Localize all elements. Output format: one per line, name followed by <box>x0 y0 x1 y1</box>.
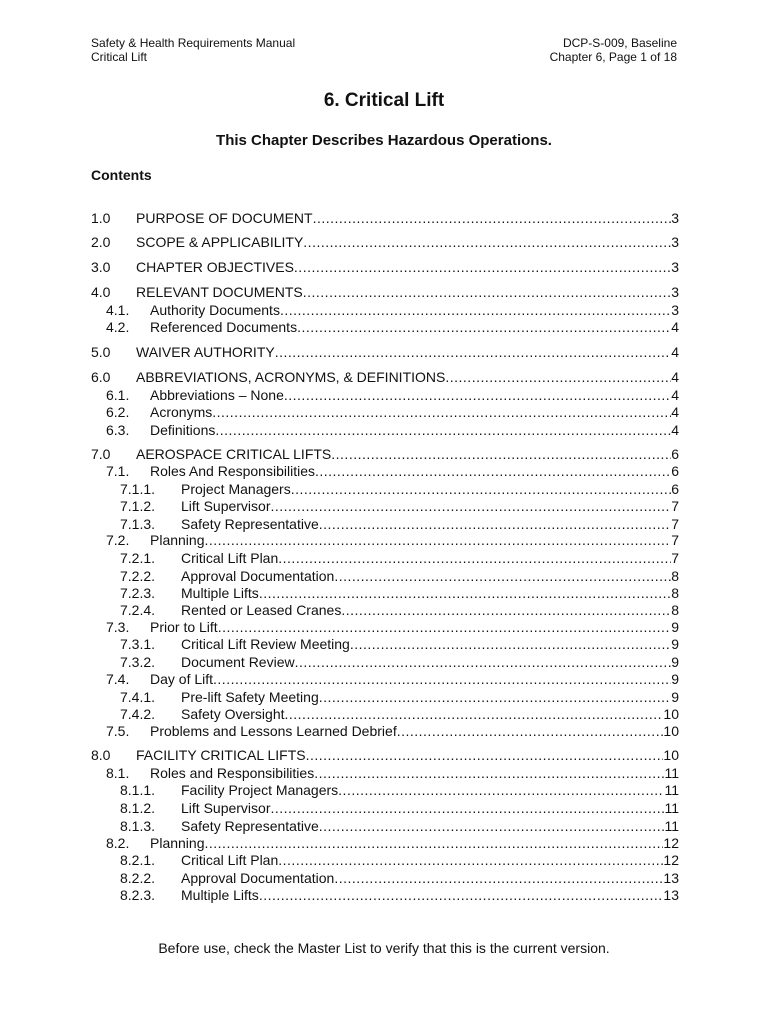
toc-entry[interactable] <box>91 764 679 782</box>
toc-leader-dots <box>285 705 664 723</box>
toc-entry[interactable] <box>91 799 679 817</box>
toc-entry-label: Multiple Lifts <box>181 585 259 601</box>
toc-entry-line <box>181 480 679 498</box>
toc-entry-line <box>181 497 679 515</box>
toc-entry-number: 2.0 <box>91 234 111 250</box>
toc-entry-number: 7.4. <box>106 671 130 687</box>
toc-entry[interactable] <box>91 301 679 319</box>
toc-entry-line <box>136 746 679 764</box>
footer-note: Before use, check the Master List to verify that this is the current version. <box>158 940 610 956</box>
toc-entry-page: 11 <box>664 765 679 781</box>
toc-leader-dots <box>334 567 671 585</box>
toc-leader-dots <box>259 886 664 904</box>
toc-entry-label: Roles and Responsibilities <box>150 765 315 781</box>
toc-entry[interactable] <box>91 705 679 723</box>
toc-entry[interactable] <box>91 386 679 404</box>
toc-entry[interactable] <box>91 283 679 301</box>
toc-entry-line <box>136 209 679 227</box>
toc-leader-dots <box>294 258 671 276</box>
toc-entry-line <box>150 462 679 480</box>
toc-entry-page: 7 <box>671 498 679 514</box>
toc-entry[interactable] <box>91 497 679 515</box>
toc-entry-line <box>150 403 679 421</box>
toc-entry[interactable] <box>91 635 679 653</box>
toc-entry-label: Acronyms <box>150 404 213 420</box>
toc-leader-dots <box>297 318 671 336</box>
toc-entry-number: 8.2. <box>106 835 130 851</box>
toc-entry-number: 8.2.1. <box>120 852 156 868</box>
toc-entry-line <box>150 834 679 852</box>
toc-entry-label: Authority Documents <box>150 302 280 318</box>
manual-title: Safety & Health Requirements Manual <box>91 36 296 50</box>
toc-entry-page: 4 <box>671 387 679 403</box>
toc-leader-dots <box>350 635 671 653</box>
toc-entry-line <box>181 549 679 567</box>
toc-entry[interactable] <box>91 886 679 904</box>
toc-entry-label: Lift Supervisor <box>181 800 271 816</box>
toc-entry[interactable] <box>91 445 679 463</box>
toc-entry-page: 3 <box>671 284 679 300</box>
toc-entry-line <box>181 635 679 653</box>
toc-entry[interactable] <box>91 601 679 619</box>
toc-leader-dots <box>295 653 672 671</box>
toc-entry-number: 8.1.2. <box>120 800 156 816</box>
toc-entry-line <box>150 386 679 404</box>
toc-entry-page: 9 <box>671 619 679 635</box>
toc-entry-line <box>150 531 679 549</box>
toc-entry-page: 11 <box>664 800 679 816</box>
toc-entry-page: 7 <box>671 532 679 548</box>
toc-entry-page: 8 <box>671 602 679 618</box>
toc-entry[interactable] <box>91 480 679 498</box>
toc-entry-label: Safety Oversight <box>181 706 285 722</box>
toc-entry-number: 6.3. <box>106 422 130 438</box>
toc-entry-page: 12 <box>663 852 679 868</box>
toc-entry-page: 4 <box>671 369 679 385</box>
toc-entry-number: 8.1.3. <box>120 818 156 834</box>
toc-entry-label: Critical Lift Plan <box>181 550 279 566</box>
toc-entry-line <box>181 601 679 619</box>
toc-entry-label: Approval Documentation <box>181 568 335 584</box>
toc-entry-label: WAIVER AUTHORITY <box>136 344 275 360</box>
page-indicator: Chapter 6, Page 1 of 18 <box>549 50 677 64</box>
toc-entry-number: 6.0 <box>91 369 111 385</box>
toc-entry-label: FACILITY CRITICAL LIFTS <box>136 747 306 763</box>
toc-leader-dots <box>338 781 664 799</box>
toc-entry-page: 3 <box>671 234 679 250</box>
toc-entry-label: Lift Supervisor <box>181 498 271 514</box>
toc-entry-line <box>136 258 679 276</box>
toc-leader-dots <box>334 869 663 887</box>
toc-entry-label: Critical Lift Review Meeting <box>181 636 350 652</box>
toc-entry-number: 4.1. <box>106 302 130 318</box>
toc-entry-line <box>136 343 679 361</box>
toc-entry-line <box>150 722 679 740</box>
toc-entry[interactable] <box>91 869 679 887</box>
toc-entry-number: 7.2.1. <box>120 550 156 566</box>
toc-entry-label: Facility Project Managers <box>181 782 339 798</box>
toc-leader-dots <box>215 421 671 439</box>
toc-entry-page: 8 <box>671 585 679 601</box>
toc-entry-line <box>181 781 679 799</box>
toc-entry-number: 7.1. <box>106 463 130 479</box>
toc-entry-label: Safety Representative <box>181 516 319 532</box>
toc-entry-line <box>181 688 679 706</box>
toc-entry-label: Rented or Leased Cranes <box>181 602 342 618</box>
toc-entry-label: Abbreviations – None <box>150 387 284 403</box>
toc-leader-dots <box>213 670 671 688</box>
toc-entry-page: 6 <box>671 481 679 497</box>
toc-entry-line <box>150 318 679 336</box>
toc-leader-dots <box>278 851 663 869</box>
toc-entry-label: Safety Representative <box>181 818 319 834</box>
toc-entry-page: 8 <box>671 568 679 584</box>
toc-entry-page: 3 <box>671 259 679 275</box>
toc-entry-number: 7.1.2. <box>120 498 156 514</box>
toc-entry-page: 9 <box>671 654 679 670</box>
header-row-1 <box>91 36 677 50</box>
toc-entry-page: 9 <box>671 671 679 687</box>
toc-entry-number: 8.2.3. <box>120 887 156 903</box>
toc-leader-dots <box>445 368 671 386</box>
toc-entry[interactable] <box>91 781 679 799</box>
toc-entry-label: AEROSPACE CRITICAL LIFTS <box>136 446 332 462</box>
toc-entry-number: 7.3.1. <box>120 636 156 652</box>
toc-entry-label: Pre-lift Safety Meeting <box>181 689 319 705</box>
toc-entry-line <box>136 233 679 251</box>
toc-entry-page: 3 <box>671 210 679 226</box>
toc-entry[interactable] <box>91 403 679 421</box>
toc-entry-number: 8.1. <box>106 765 130 781</box>
toc-entry-label: Roles And Responsibilities <box>150 463 315 479</box>
toc-entry-line <box>181 567 679 585</box>
toc-leader-dots <box>284 386 671 404</box>
toc-entry-page: 7 <box>671 550 679 566</box>
toc-entry-page: 3 <box>671 302 679 318</box>
toc-entry-number: 6.1. <box>106 387 130 403</box>
toc-leader-dots <box>205 531 672 549</box>
header-row-2 <box>91 50 677 64</box>
toc-entry[interactable] <box>91 343 679 361</box>
toc-entry-number: 7.0 <box>91 446 111 462</box>
toc-entry[interactable] <box>91 549 679 567</box>
toc-entry-number: 8.0 <box>91 747 111 763</box>
toc-entry-label: Planning <box>150 532 205 548</box>
toc-entry-label: Critical Lift Plan <box>181 852 279 868</box>
toc-entry-number: 4.2. <box>106 319 130 335</box>
toc-entry-line <box>150 670 679 688</box>
toc-leader-dots <box>341 601 671 619</box>
toc-leader-dots <box>275 343 671 361</box>
toc-entry[interactable] <box>91 851 679 869</box>
toc-entry[interactable] <box>91 817 679 835</box>
toc-entry-label: Approval Documentation <box>181 870 335 886</box>
toc-leader-dots <box>306 746 664 764</box>
toc-entry-number: 7.3. <box>106 619 130 635</box>
toc-entry-label: Prior to Lift <box>150 619 218 635</box>
toc-leader-dots <box>259 584 671 602</box>
toc-entry[interactable] <box>91 584 679 602</box>
toc-entry-line <box>150 618 679 636</box>
toc-entry-label: Multiple Lifts <box>181 887 259 903</box>
toc-leader-dots <box>270 497 671 515</box>
toc-entry-line <box>181 851 679 869</box>
toc-entry-line <box>181 869 679 887</box>
toc-entry-line <box>150 764 679 782</box>
toc-entry-number: 7.2.2. <box>120 568 156 584</box>
toc-entry-number: 8.2.2. <box>120 870 156 886</box>
toc-entry-number: 7.4.1. <box>120 689 156 705</box>
toc-leader-dots <box>331 445 671 463</box>
toc-entry[interactable] <box>91 567 679 585</box>
toc-leader-dots <box>270 799 664 817</box>
toc-entry[interactable] <box>91 462 679 480</box>
toc-leader-dots <box>313 209 672 227</box>
toc-entry-label: PURPOSE OF DOCUMENT <box>136 210 313 226</box>
toc-leader-dots <box>319 688 671 706</box>
toc-leader-dots <box>397 722 664 740</box>
toc-leader-dots <box>303 233 671 251</box>
toc-entry[interactable] <box>91 618 679 636</box>
toc-entry-page: 10 <box>663 747 679 763</box>
page-header <box>91 36 677 64</box>
toc-leader-dots <box>319 817 665 835</box>
toc-entry-line <box>181 799 679 817</box>
toc-entry-page: 9 <box>671 689 679 705</box>
toc-entry-page: 10 <box>663 706 679 722</box>
toc-entry-page: 6 <box>671 446 679 462</box>
chapter-name: Critical Lift <box>91 50 148 64</box>
toc-entry-number: 7.2. <box>106 532 130 548</box>
chapter-subtitle: This Chapter Describes Hazardous Operations. <box>216 132 552 149</box>
document-id: DCP-S-009, Baseline <box>562 36 677 50</box>
toc-entry-page: 11 <box>664 782 679 798</box>
toc-leader-dots <box>315 462 671 480</box>
toc-entry[interactable] <box>91 531 679 549</box>
toc-entry-number: 5.0 <box>91 344 111 360</box>
toc-entry[interactable] <box>91 421 679 439</box>
toc-entry-line <box>136 368 679 386</box>
toc-entry-label: Planning <box>150 835 205 851</box>
toc-entry[interactable] <box>91 722 679 740</box>
toc-entry-label: Document Review <box>181 654 295 670</box>
toc-entry-number: 7.2.4. <box>120 602 156 618</box>
toc-entry-line <box>136 445 679 463</box>
toc-entry-line <box>150 421 679 439</box>
toc-entry-line <box>181 653 679 671</box>
toc-entry-label: ABBREVIATIONS, ACRONYMS, & DEFINITIONS <box>136 369 446 385</box>
toc-entry-label: Day of Lift <box>150 671 214 687</box>
toc-leader-dots <box>218 618 672 636</box>
toc-entry[interactable] <box>91 318 679 336</box>
toc-entry[interactable] <box>91 688 679 706</box>
toc-entry-number: 1.0 <box>91 210 111 226</box>
toc-entry-page: 7 <box>671 516 679 532</box>
toc-entry-number: 8.1.1. <box>120 782 156 798</box>
toc-entry[interactable] <box>91 834 679 852</box>
toc-entry-number: 7.1.3. <box>120 516 156 532</box>
toc-entry-label: SCOPE & APPLICABILITY <box>136 234 304 250</box>
toc-entry[interactable] <box>91 368 679 386</box>
toc-entry[interactable] <box>91 746 679 764</box>
toc-entry-page: 4 <box>671 422 679 438</box>
toc-entry-page: 12 <box>663 835 679 851</box>
toc-entry[interactable] <box>91 209 679 227</box>
toc-leader-dots <box>212 403 671 421</box>
toc-leader-dots <box>291 480 671 498</box>
toc-entry-page: 10 <box>663 723 679 739</box>
toc-entry-line <box>181 817 679 835</box>
toc-entry-number: 7.4.2. <box>120 706 156 722</box>
toc-entry-label: Project Managers <box>181 481 291 497</box>
toc-entry-line <box>181 584 679 602</box>
toc-entry-line <box>136 283 679 301</box>
toc-entry-label: Referenced Documents <box>150 319 298 335</box>
toc-entry[interactable] <box>91 670 679 688</box>
toc-entry-label: CHAPTER OBJECTIVES <box>136 259 294 275</box>
toc-entry[interactable] <box>91 258 679 276</box>
toc-entry-line <box>150 301 679 319</box>
toc-entry-page: 9 <box>671 636 679 652</box>
chapter-title: 6. Critical Lift <box>323 90 445 111</box>
toc-leader-dots <box>205 834 664 852</box>
toc-entry[interactable] <box>91 653 679 671</box>
toc-entry-number: 7.3.2. <box>120 654 156 670</box>
toc-entry-number: 7.5. <box>106 723 130 739</box>
toc-leader-dots <box>303 283 671 301</box>
toc-entry-line <box>181 886 679 904</box>
toc-entry-page: 13 <box>663 870 679 886</box>
toc-entry-page: 13 <box>663 887 679 903</box>
toc-entry-label: Problems and Lessons Learned Debrief <box>150 723 397 739</box>
toc-entry-line <box>181 705 679 723</box>
toc-entry-page: 6 <box>671 463 679 479</box>
toc-entry[interactable] <box>91 233 679 251</box>
toc-leader-dots <box>280 301 671 319</box>
toc-entry-label: RELEVANT DOCUMENTS <box>136 284 303 300</box>
toc-entry-page: 4 <box>671 319 679 335</box>
toc-entry-number: 7.1.1. <box>120 481 156 497</box>
toc-leader-dots <box>278 549 671 567</box>
toc-entry-number: 6.2. <box>106 404 130 420</box>
contents-heading: Contents <box>91 167 152 183</box>
toc-entry-page: 4 <box>671 404 679 420</box>
toc-entry-page: 4 <box>671 344 679 360</box>
toc-entry-page: 11 <box>664 818 679 834</box>
toc-entry-number: 4.0 <box>91 284 111 300</box>
toc-entry-number: 7.2.3. <box>120 585 156 601</box>
toc-entry-label: Definitions <box>150 422 216 438</box>
toc-leader-dots <box>314 764 664 782</box>
toc-entry-number: 3.0 <box>91 259 111 275</box>
